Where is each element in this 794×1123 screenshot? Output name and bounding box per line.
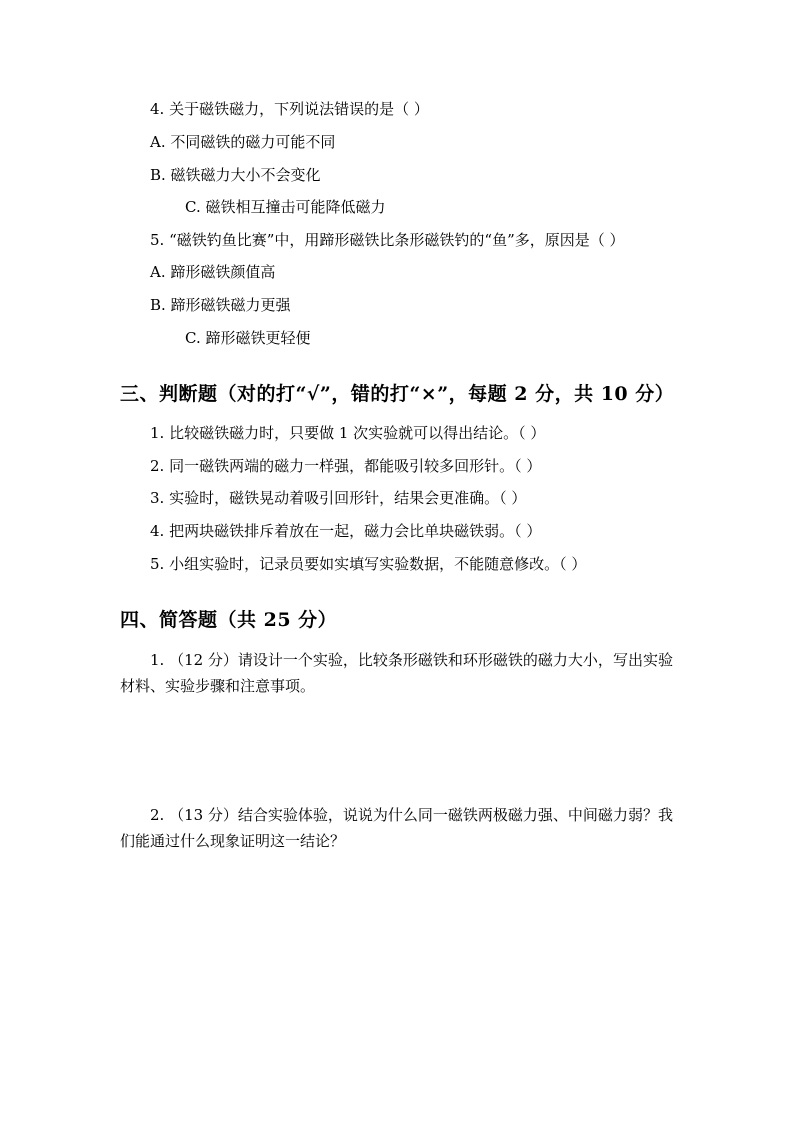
question-4-option-a: A. 不同磁铁的磁力可能不同 xyxy=(150,133,336,151)
judgement-item-5: 5. 小组实验时，记录员要如实填写实验数据，不能随意修改。（ ） xyxy=(150,555,587,573)
question-4-option-b: B. 磁铁磁力大小不会变化 xyxy=(150,166,321,184)
judgement-item-2: 2. 同一磁铁两端的磁力一样强，都能吸引较多回形针。（ ） xyxy=(150,457,542,475)
question-5-option-a: A. 蹄形磁铁颜值高 xyxy=(150,263,276,281)
judgement-item-4: 4. 把两块磁铁排斥着放在一起，磁力会比单块磁铁弱。（ ） xyxy=(150,522,542,540)
judgement-item-3: 3. 实验时，磁铁晃动着吸引回形针，结果会更准确。（ ） xyxy=(150,489,527,507)
short-answer-question-2: 2. （13 分）结合实验体验，说说为什么同一磁铁两极磁力强、中间磁力弱？我们能通过什么现象证明这一结论？ xyxy=(120,806,673,850)
question-4-option-c: C. 磁铁相互撞击可能降低磁力 xyxy=(185,198,386,216)
short-answer-question-1: 1. （12 分）请设计一个实验，比较条形磁铁和环形磁铁的磁力大小，写出实验材料、实验步骤和注意事项。 xyxy=(120,651,673,695)
question-5-option-c: C. 蹄形磁铁更轻便 xyxy=(185,329,311,347)
question-5-option-b: B. 蹄形磁铁磁力更强 xyxy=(150,296,291,314)
section-3-title: 三、判断题（对的打“√”，错的打“×”，每题 2 分，共 10 分） xyxy=(120,383,675,405)
section-4-title: 四、简答题（共 25 分） xyxy=(120,609,338,631)
question-4-stem: 4. 关于磁铁磁力，下列说法错误的是（ ） xyxy=(150,100,429,118)
question-5-stem: 5. “磁铁钓鱼比赛”中，用蹄形磁铁比条形磁铁钓的“鱼”多，原因是（ ） xyxy=(150,231,625,249)
judgement-item-1: 1. 比较磁铁磁力时，只要做 1 次实验就可以得出结论。（ ） xyxy=(150,424,546,442)
